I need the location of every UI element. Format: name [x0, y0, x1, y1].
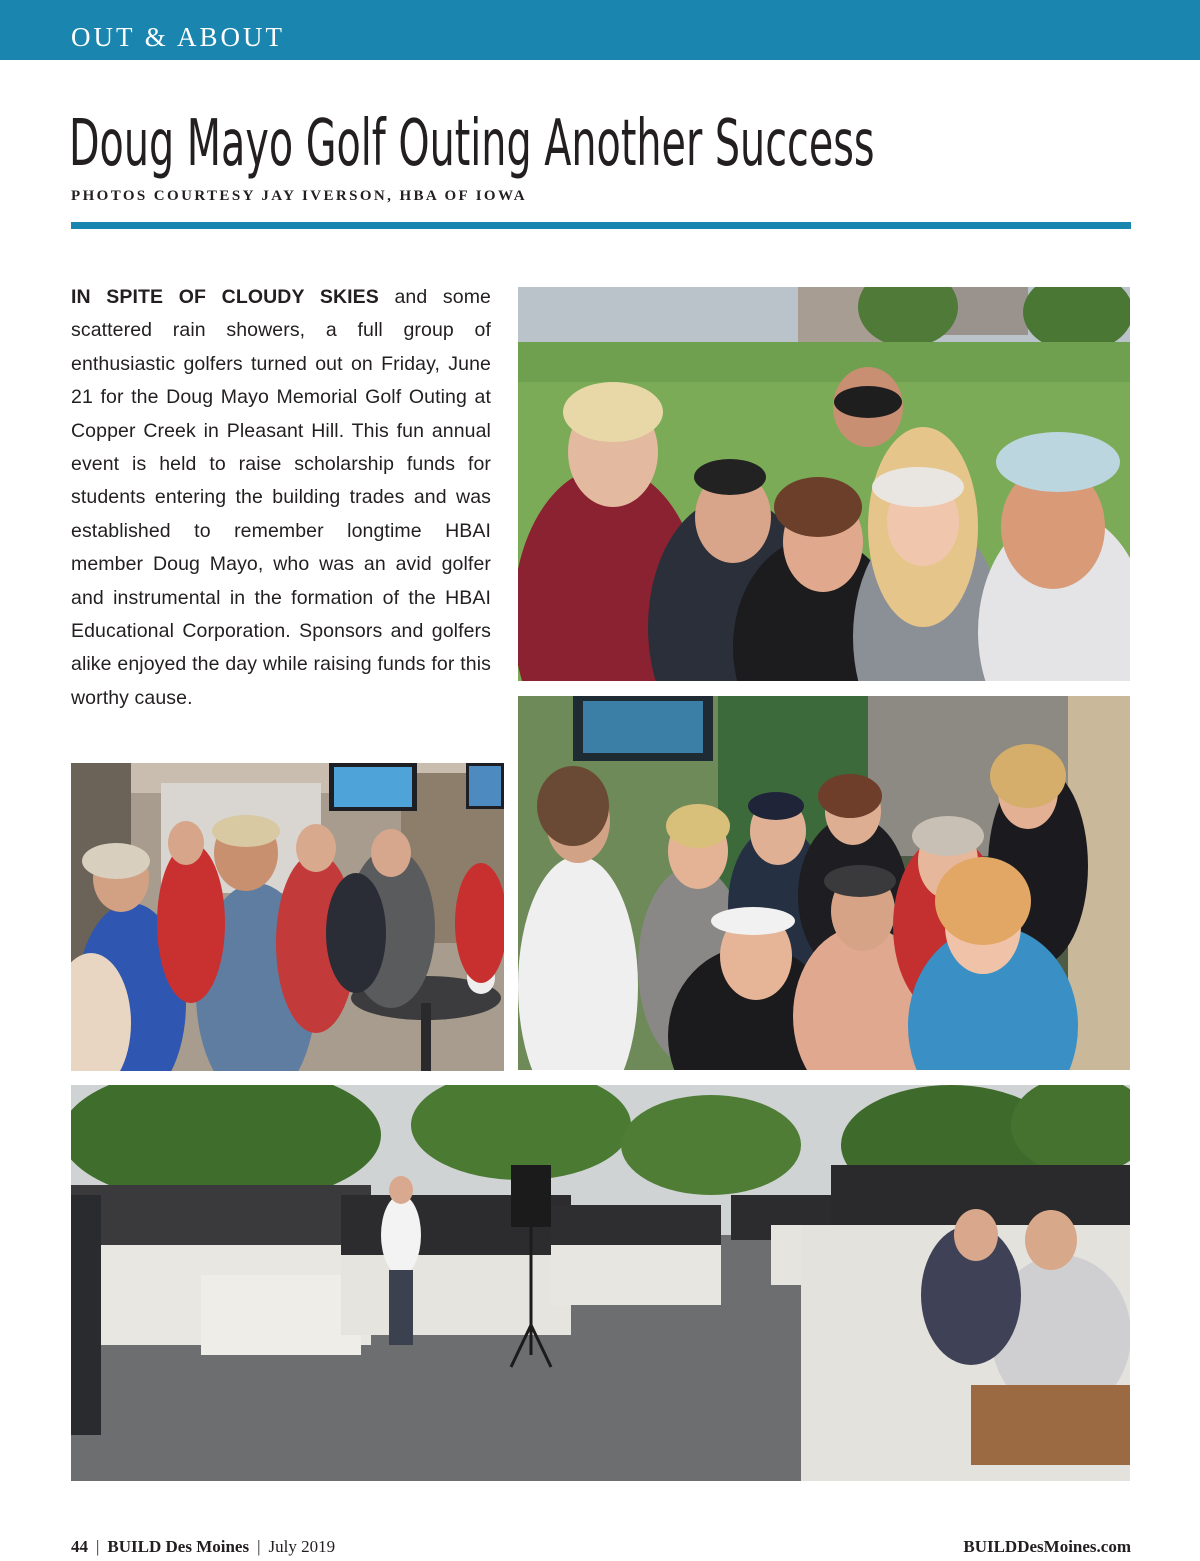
issue-date: July 2019	[268, 1537, 336, 1556]
page-number: 44	[71, 1537, 88, 1556]
website-link[interactable]: BUILDDesMoines.com	[963, 1537, 1131, 1556]
footer-left	[71, 1537, 335, 1557]
women-golfers-group-photo	[518, 696, 1130, 1070]
footer-separator: |	[96, 1537, 100, 1556]
article-body	[71, 281, 491, 715]
publication-name: BUILD Des Moines	[107, 1537, 250, 1556]
section-header-bar	[0, 0, 1200, 60]
photo-credit: PHOTOS COURTESY JAY IVERSON, HBA OF IOWA	[71, 188, 527, 204]
article-title: Doug Mayo Golf Outing Another Success	[69, 107, 875, 181]
title-divider	[71, 222, 1131, 229]
section-label: OUT & ABOUT	[71, 22, 286, 52]
golf-group-selfie-photo	[518, 287, 1130, 681]
clubhouse-gathering-photo	[71, 763, 504, 1071]
page-footer	[71, 1537, 1131, 1561]
footer-separator: |	[257, 1537, 261, 1556]
golf-carts-briefing-photo	[71, 1085, 1130, 1481]
article-body-text: and some scattered rain showers, a full group of enthusiastic golfers turned out on Friday, June 21 for the Doug Mayo Memorial Golf Outing at Copper Creek in Pleasant Hill. This fun annual event is held to raise scholarship funds for students entering the building trades and was established to remember longtime HBAI member Doug Mayo, who was an avid golfer and instrumental in the formation of the HBAI Educational Corporation. Sponsors and golfers alike enjoyed the day while raising funds for this worthy cause.	[71, 286, 491, 709]
article-lead: IN SPITE OF CLOUDY SKIES	[71, 286, 379, 308]
